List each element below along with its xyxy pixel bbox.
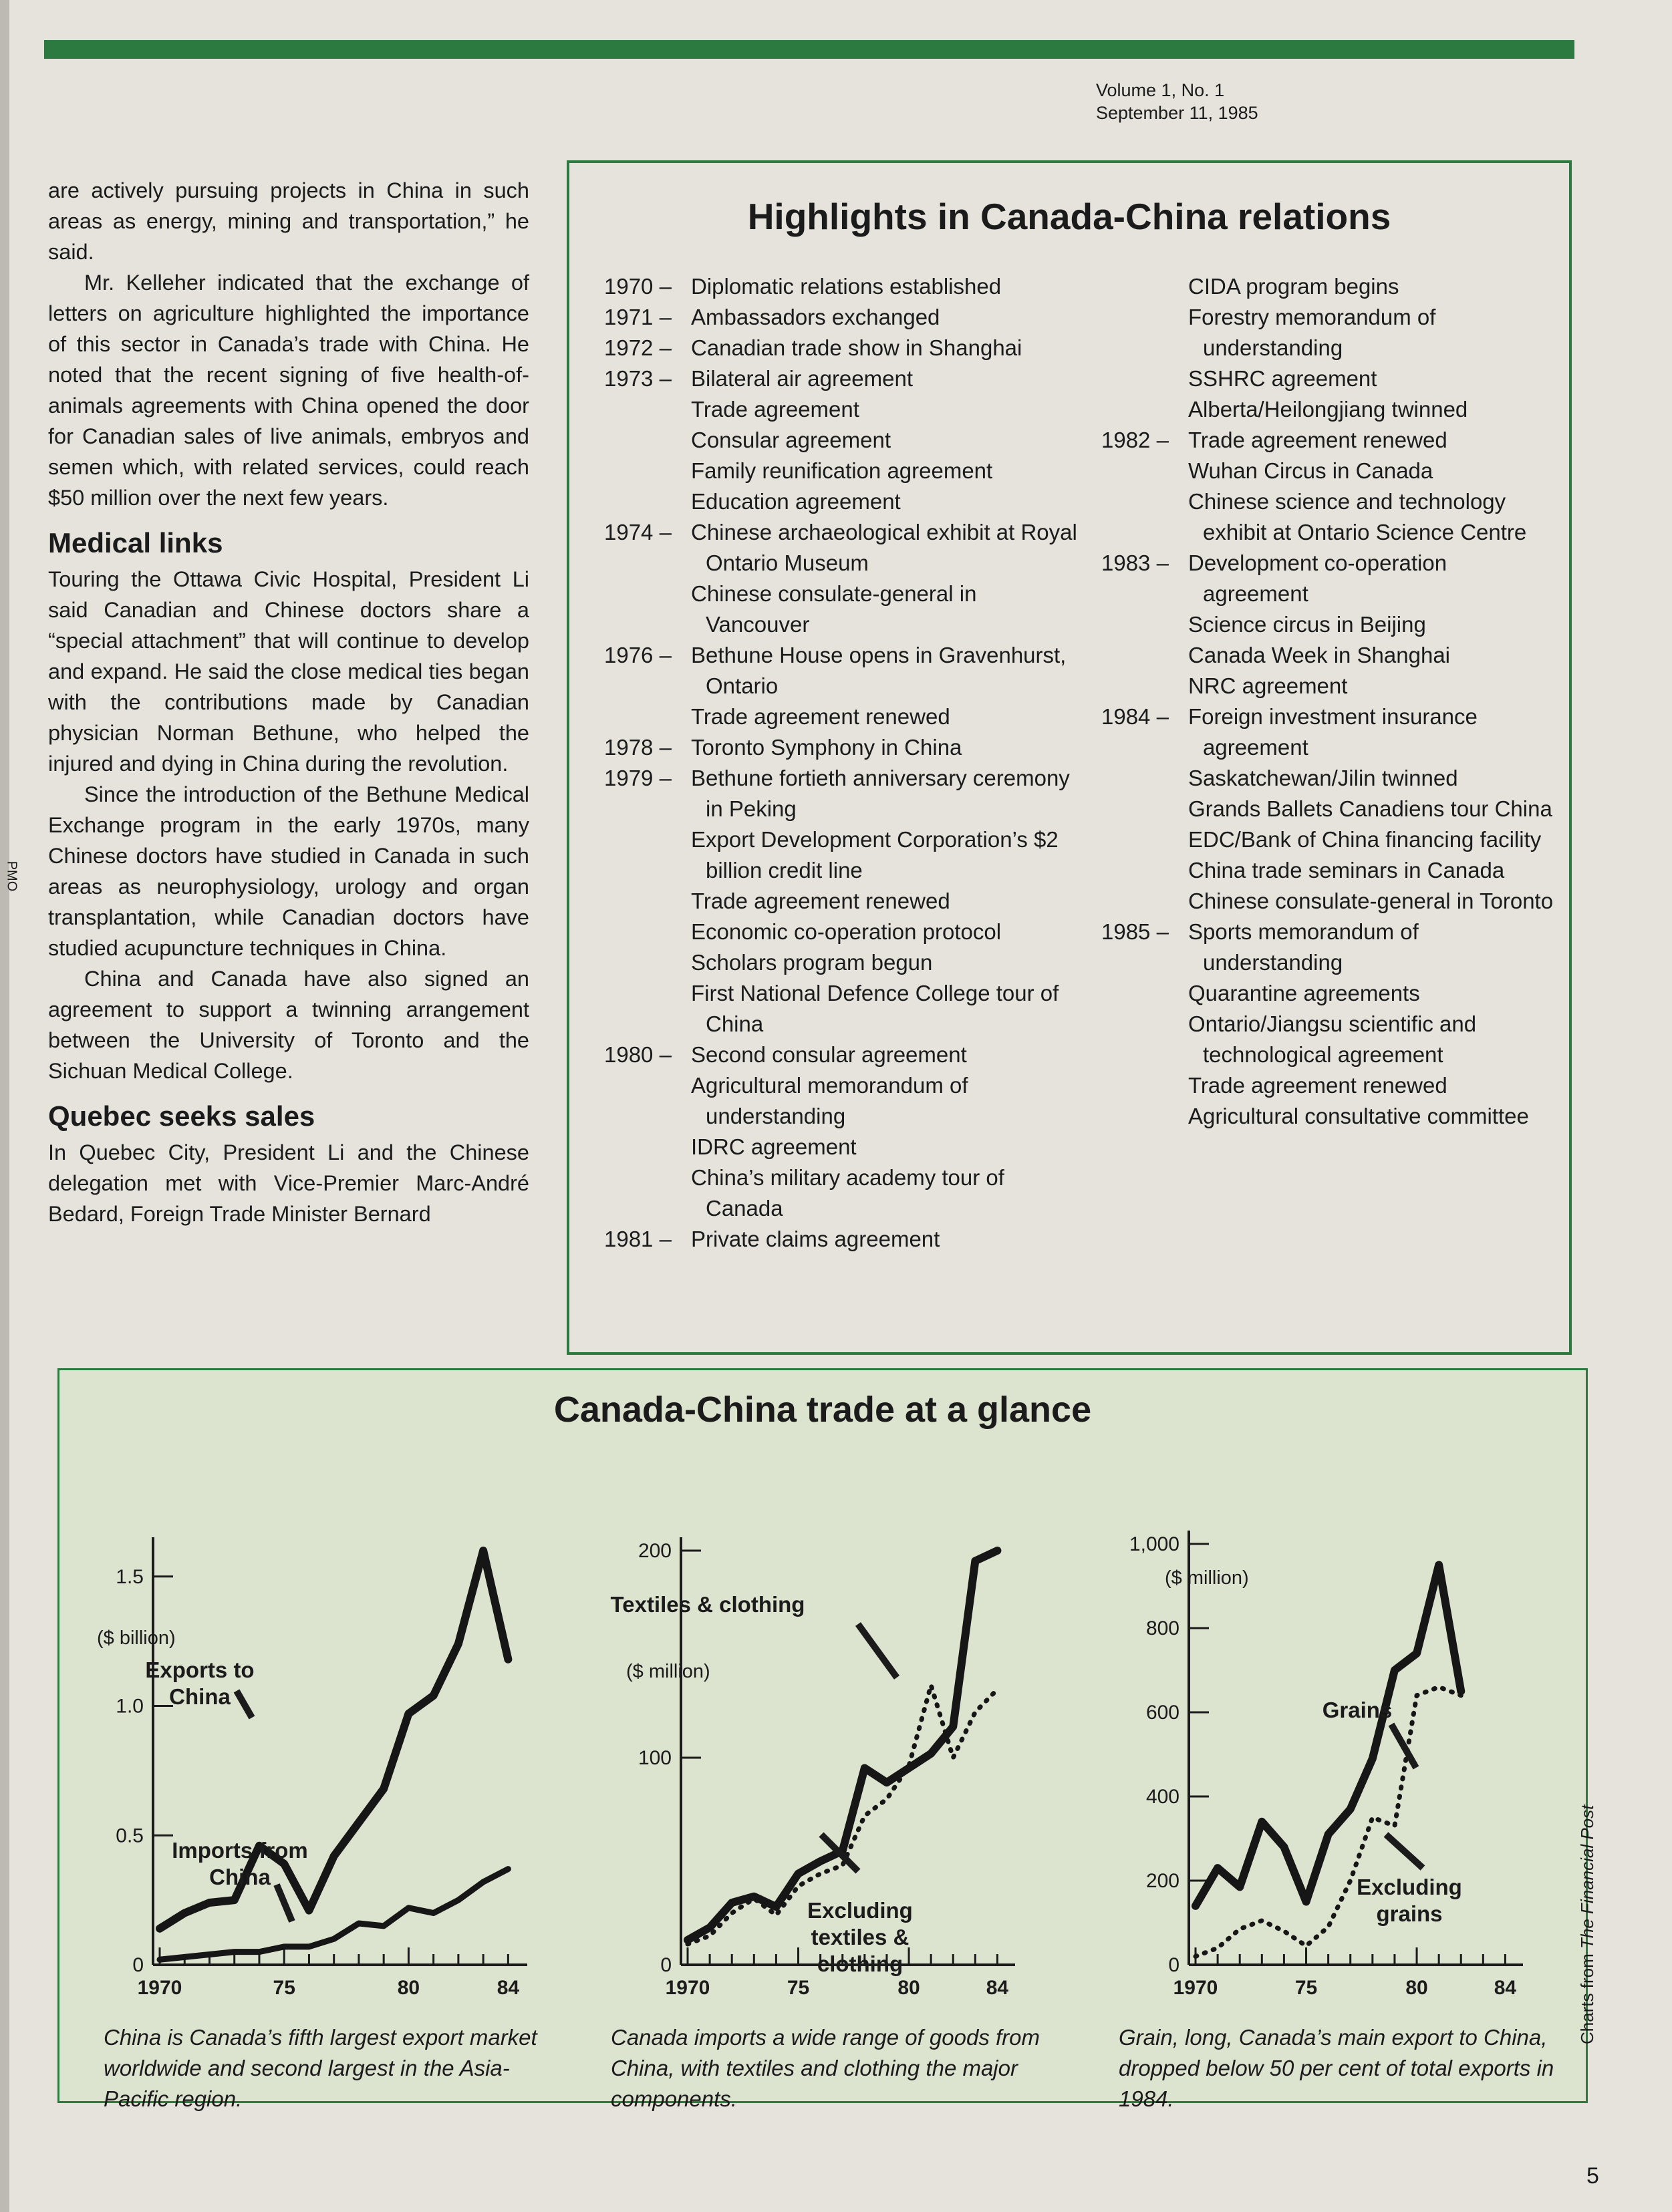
- y-axis-label: ($ billion): [97, 1627, 176, 1649]
- timeline-entry: [604, 763, 1085, 1040]
- x-tick-label: 80: [897, 1977, 920, 1999]
- timeline-item: CIDA program begins: [1188, 274, 1399, 299]
- imports-chart: [594, 1457, 1075, 2005]
- timeline-year: 1981 –: [604, 1227, 678, 1251]
- timeline-item: Bilateral air agreement: [691, 366, 913, 391]
- chart-caption: Grain, long, Canada’s main export to China, dropped below 50 per cent of total exports in 1984.: [1119, 2025, 1554, 2111]
- timeline-entry: [1101, 271, 1556, 425]
- grain-chart-svg: [1102, 1457, 1583, 2005]
- article-paragraph: Since the introduction of the Bethune Medical Exchange program in the early 1970s, many Chinese doctors have studied in Canada in such areas as neurophysiology, urology and organ transplantation, while Canadian doctors have studied acupuncture techniques in China.: [48, 782, 529, 960]
- timeline-item: Chinese consulate-general in Vancouver: [691, 581, 977, 637]
- timeline-item: Private claims agreement: [691, 1227, 940, 1251]
- timeline-entry: [604, 732, 1085, 763]
- x-tick-label: 84: [986, 1977, 1009, 1999]
- series-label-line: China: [209, 1865, 271, 1889]
- timeline-items: [691, 640, 1085, 732]
- label-pointer: [858, 1624, 897, 1678]
- section-heading: Quebec seeks sales: [48, 1100, 315, 1132]
- label-pointer: [277, 1885, 292, 1921]
- timeline-items: [691, 1040, 1085, 1224]
- timeline-year: 1985 –: [1101, 919, 1169, 944]
- timeline-year: 1971 –: [604, 305, 678, 329]
- y-tick-label: 0: [132, 1954, 144, 1976]
- timeline-year: 1982 –: [1101, 428, 1169, 452]
- timeline-items: [1188, 425, 1556, 548]
- series-label-line: Imports from: [172, 1838, 308, 1863]
- trade-panel: [57, 1368, 1588, 2111]
- timeline-items: [691, 302, 1085, 333]
- timeline-item: Science circus in Beijing: [1188, 612, 1426, 637]
- y-tick-label: 0: [1168, 1954, 1179, 1976]
- y-tick-label: 100: [638, 1747, 672, 1769]
- timeline-items: [1188, 701, 1556, 917]
- page-number: 5: [1586, 2163, 1599, 2189]
- series-label-line: Grains: [1322, 1698, 1393, 1722]
- imports-chart-svg: [594, 1457, 1075, 2005]
- timeline-item: Canada Week in Shanghai: [1188, 643, 1451, 667]
- y-tick-label: 1.5: [116, 1565, 144, 1588]
- x-tick-label: 75: [1294, 1977, 1318, 1999]
- timeline-item: China’s military academy tour of Canada: [691, 1165, 1004, 1221]
- timeline-year: 1972 –: [604, 335, 678, 360]
- article-paragraph: Touring the Ottawa Civic Hospital, President Li said Canadian and Chinese doctors share a “special attachment” that will continue to develop and expand. He said the close medical ties began with the contributions made by Canadian physician Norman Bethune, who helped the injured and dying in China during the revolution.: [48, 567, 529, 776]
- series-label: [807, 1898, 913, 1976]
- timeline-entry: [604, 1040, 1085, 1224]
- timeline-items: [691, 732, 1085, 763]
- timeline-items: [1188, 917, 1556, 1132]
- timeline-entry: [604, 363, 1085, 517]
- timeline-item: Chinese archaeological exhibit at Royal Ontario Museum: [691, 520, 1077, 575]
- exports-chart-svg: [80, 1457, 547, 2005]
- y-tick-label: 1.0: [116, 1695, 144, 1718]
- timeline-item: Trade agreement: [691, 397, 859, 422]
- timeline-item: Chinese consulate-general in Toronto: [1188, 889, 1554, 913]
- timeline-item: First National Defence College tour of China: [691, 981, 1059, 1036]
- series-label-line: Excluding: [807, 1898, 913, 1923]
- timeline-items: [691, 271, 1085, 302]
- timeline-year: 1980 –: [604, 1042, 678, 1067]
- timeline-item: Economic co-operation protocol: [691, 919, 1002, 944]
- series-label-line: Textiles & clothing: [610, 1592, 805, 1617]
- timeline-entry: [1101, 425, 1556, 548]
- y-tick-label: 800: [1145, 1617, 1179, 1639]
- timeline-year: [1101, 271, 1188, 425]
- series-label: [611, 1592, 805, 1617]
- y-axis-label: ($ million): [1165, 1567, 1249, 1589]
- trade-title: Canada-China trade at a glance: [553, 1390, 1092, 1430]
- timeline-year: 1974 –: [604, 520, 678, 544]
- timeline-item: EDC/Bank of China financing facility: [1188, 827, 1542, 852]
- article-paragraph: In Quebec City, President Li and the Chinese delegation met with Vice-Premier Marc-André Bedard, Foreign Trade Minister Bernard: [48, 1140, 529, 1226]
- timeline-item: Trade agreement renewed: [1188, 1073, 1447, 1098]
- x-tick-label: 84: [1494, 1977, 1517, 1999]
- issue-date: September 11, 1985: [1096, 103, 1258, 123]
- timeline-year: 1979 –: [604, 766, 678, 790]
- timeline-item: Education agreement: [691, 489, 901, 514]
- section-heading: Medical links: [48, 527, 223, 559]
- timeline-items: [691, 517, 1085, 640]
- credit-source: The Financial Post: [1577, 1804, 1597, 1949]
- timeline-item: Second consular agreement: [691, 1042, 967, 1067]
- timeline-column-right: [1101, 271, 1556, 1132]
- x-tick-label: 75: [273, 1977, 295, 1999]
- timeline-items: [691, 1224, 1085, 1255]
- timeline-item: Consular agreement: [691, 428, 891, 452]
- volume-label: Volume 1, No. 1: [1096, 80, 1225, 100]
- x-tick-label: 84: [497, 1977, 520, 1999]
- series-line: [1196, 1565, 1461, 1906]
- issue-info: [1096, 79, 1258, 124]
- highlights-box: [567, 160, 1572, 1355]
- chart-caption: China is Canada’s fifth largest export market worldwide and second largest in the Asia-Pacific region.: [104, 2025, 537, 2111]
- timeline-item: Ontario/Jiangsu scientific and technological agreement: [1188, 1011, 1477, 1067]
- article-paragraph: Mr. Kelleher indicated that the exchange of letters on agriculture highlighted the importance of this sector in Canada’s trade with China. He noted that the recent signing of five health-of-animals agreements with China opened the door for Canadian sales of live animals, embryos and semen which, with related services, could reach $50 million over the next few years.: [48, 271, 529, 510]
- timeline-item: China trade seminars in Canada: [1188, 858, 1505, 883]
- timeline-item: Trade agreement renewed: [1188, 428, 1447, 452]
- timeline-items: [691, 363, 1085, 517]
- timeline-items: [691, 333, 1085, 363]
- x-tick-label: 80: [397, 1977, 420, 1999]
- timeline-year: 1976 –: [604, 643, 678, 667]
- series-label-line: China: [169, 1684, 231, 1709]
- timeline-item: Development co-operation agreement: [1188, 550, 1447, 606]
- credit-prefix: Charts from: [1577, 1948, 1597, 2044]
- timeline-items: [691, 763, 1085, 1040]
- timeline-year: 1970 –: [604, 274, 678, 299]
- timeline-item: Ambassadors exchanged: [691, 305, 940, 329]
- timeline-entry: [1101, 548, 1556, 701]
- timeline-item: Chinese science and technology exhibit at Ontario Science Centre: [1188, 489, 1527, 544]
- timeline-item: Foreign investment insurance agreement: [1188, 704, 1478, 760]
- timeline-entry: [604, 333, 1085, 363]
- chart-credit: [1577, 1805, 1598, 2044]
- timeline-entry: [604, 302, 1085, 333]
- timeline-entry: [604, 271, 1085, 302]
- chart-caption: Canada imports a wide range of goods from China, with textiles and clothing the major components.: [611, 2025, 1040, 2111]
- timeline-item: NRC agreement: [1188, 673, 1348, 698]
- timeline-entry: [604, 1224, 1085, 1255]
- timeline-item: Family reunification agreement: [691, 458, 993, 483]
- article-column: [48, 175, 529, 1229]
- timeline-item: Diplomatic relations established: [691, 274, 1002, 299]
- x-tick-label: 1970: [137, 1977, 182, 1999]
- article-paragraph: China and Canada have also signed an agreement to support a twinning arrangement between the University of Toronto and the Sichuan Medical College.: [48, 967, 529, 1083]
- grain-chart: [1102, 1457, 1583, 2005]
- y-tick-label: 200: [1145, 1870, 1179, 1892]
- x-tick-label: 80: [1405, 1977, 1428, 1999]
- x-tick-label: 75: [787, 1977, 810, 1999]
- label-pointer: [237, 1691, 252, 1718]
- timeline-item: Agricultural memorandum of understanding: [691, 1073, 968, 1128]
- timeline-item: Bethune fortieth anniversary ceremony in Peking: [691, 766, 1070, 821]
- timeline-item: Scholars program begun: [691, 950, 933, 975]
- series-label-line: grains: [1376, 1901, 1443, 1926]
- timeline-item: Agricultural consultative committee: [1188, 1104, 1529, 1128]
- timeline-year: 1984 –: [1101, 704, 1169, 729]
- timeline-item: IDRC agreement: [691, 1134, 857, 1159]
- timeline-items: [1188, 548, 1556, 701]
- y-tick-label: 400: [1145, 1786, 1179, 1808]
- series-label-line: Excluding: [1357, 1875, 1462, 1899]
- y-tick-label: 0.5: [116, 1825, 144, 1847]
- series-label-line: textiles &: [811, 1925, 910, 1949]
- timeline-entry: [1101, 917, 1556, 1132]
- series-label-line: Exports to: [145, 1657, 255, 1682]
- timeline-entry: [604, 640, 1085, 732]
- side-label: PMO: [4, 860, 19, 892]
- timeline-item: Forestry memorandum of understanding: [1188, 305, 1436, 360]
- y-tick-label: 600: [1145, 1702, 1179, 1724]
- timeline-item: Alberta/Heilongjiang twinned: [1188, 397, 1468, 422]
- timeline-item: Quarantine agreements: [1188, 981, 1420, 1005]
- exports-chart: [80, 1457, 547, 2005]
- highlights-title: Highlights in Canada-China relations: [747, 196, 1391, 237]
- timeline-item: Bethune House opens in Gravenhurst, Ontario: [691, 643, 1067, 698]
- timeline-item: Sports memorandum of understanding: [1188, 919, 1419, 975]
- series-label: [1357, 1875, 1462, 1926]
- x-tick-label: 1970: [1173, 1977, 1218, 1999]
- timeline-item: Trade agreement renewed: [691, 704, 950, 729]
- timeline-items: [1188, 271, 1556, 425]
- series-label: [1322, 1698, 1393, 1722]
- timeline-item: SSHRC agreement: [1188, 366, 1377, 391]
- y-axis-label: ($ million): [626, 1661, 710, 1682]
- timeline-item: Export Development Corporation’s $2 billion credit line: [691, 827, 1059, 883]
- y-tick-label: 200: [638, 1540, 672, 1562]
- label-pointer: [821, 1835, 858, 1871]
- y-tick-label: 1,000: [1129, 1533, 1179, 1555]
- timeline-year: 1983 –: [1101, 550, 1169, 575]
- timeline-entry: [604, 517, 1085, 640]
- timeline-item: Toronto Symphony in China: [691, 735, 962, 760]
- x-tick-label: 1970: [665, 1977, 710, 1999]
- timeline-year: 1978 –: [604, 735, 678, 760]
- timeline-item: Grands Ballets Canadiens tour China: [1188, 796, 1552, 821]
- timeline-entry: [1101, 701, 1556, 917]
- timeline-item: Saskatchewan/Jilin twinned: [1188, 766, 1458, 790]
- green-header-rule: [44, 40, 1574, 59]
- timeline-year: 1973 –: [604, 366, 678, 391]
- article-paragraph: are actively pursuing projects in China in such areas as energy, mining and transportation,” he said.: [48, 178, 529, 264]
- series-label: [145, 1657, 254, 1709]
- timeline-item: Canadian trade show in Shanghai: [691, 335, 1022, 360]
- timeline-item: Wuhan Circus in Canada: [1188, 458, 1433, 483]
- label-pointer: [1386, 1835, 1423, 1868]
- timeline-column-left: [604, 271, 1085, 1255]
- page-edge: [0, 0, 9, 2212]
- series-label-line: clothing: [817, 1951, 903, 1976]
- timeline-item: Trade agreement renewed: [691, 889, 950, 913]
- y-tick-label: 0: [660, 1954, 672, 1976]
